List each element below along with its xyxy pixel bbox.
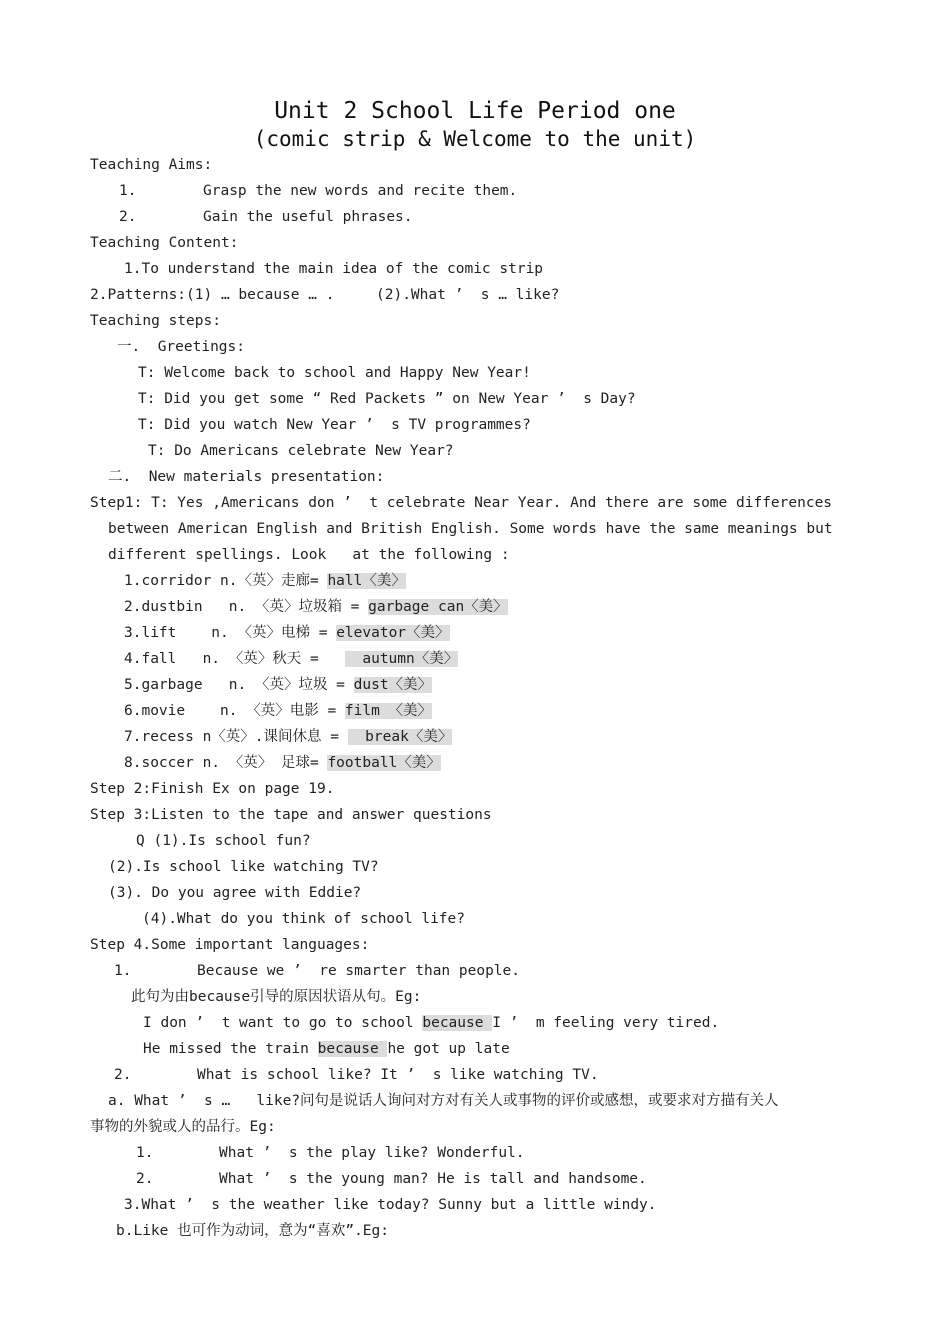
vocab-item [124, 571, 406, 591]
vocab-american-highlight: hall〈美〉 [327, 573, 406, 589]
step3-heading: Step 3:Listen to the tape and answer questions [90, 807, 492, 823]
note-b-line: b.Like 也可作为动词，意为“喜欢”.Eg: [116, 1223, 389, 1239]
greeting-line-4: T: Do Americans celebrate New Year? [148, 443, 454, 459]
vocab-british: 2.dustbin n. 〈英〉垃圾箱 = [124, 599, 369, 615]
step1-line-3: different spellings. Look at the following : [108, 547, 510, 563]
content-item-1: 1.To understand the main idea of the comic strip [124, 261, 544, 277]
content-patterns-2: (2).What ’ s … like? [376, 287, 560, 303]
step4-point-1-text: Because we ’ re smarter than people. [197, 963, 521, 979]
eg-2-number: 2. [136, 1171, 154, 1187]
aims-heading: Teaching Aims: [90, 157, 213, 173]
vocab-american-highlight: film 〈美〉 [344, 703, 433, 719]
steps-heading: Teaching steps: [90, 313, 221, 329]
vocab-british: 6.movie n. 〈英〉电影 = [124, 703, 345, 719]
greetings-heading: 一. Greetings: [117, 339, 245, 355]
content-heading: Teaching Content: [90, 235, 239, 251]
aim-1-number: 1. [119, 183, 137, 199]
vocab-american-highlight: dust〈美〉 [353, 677, 433, 693]
vocab-item [124, 623, 450, 643]
example-text: I ’ m feeling very tired. [492, 1015, 720, 1031]
content-patterns-1: 2.Patterns:(1) … because … . [90, 287, 335, 303]
example-text: I don ’ t want to go to school [143, 1015, 423, 1031]
eg-1-text: What ’ s the play like? Wonderful. [219, 1145, 525, 1161]
step4-heading: Step 4.Some important languages: [90, 937, 370, 953]
step4-point-2-text: What is school like? It ’ s like watching TV. [197, 1067, 599, 1083]
example-sentence [143, 1013, 719, 1033]
step4-point-1-note: 此句为由because引导的原因状语从句。Eg: [131, 989, 422, 1005]
greeting-line-2: T: Did you get some “ Red Packets ” on New Year ’ s Day? [138, 391, 636, 407]
step3-question-3: (3). Do you agree with Eddie? [108, 885, 362, 901]
eg-1-number: 1. [136, 1145, 154, 1161]
step2-line: Step 2:Finish Ex on page 19. [90, 781, 335, 797]
step4-point-2-number: 2. [114, 1067, 132, 1083]
because-highlight: because [422, 1015, 493, 1031]
step1-line-2: between American English and British English. Some words have the same meanings but [108, 521, 833, 537]
step3-question-2: (2).Is school like watching TV? [108, 859, 379, 875]
greeting-line-1: T: Welcome back to school and Happy New Year! [138, 365, 531, 381]
vocab-american-highlight: elevator〈美〉 [336, 625, 450, 641]
step3-question-4: (4).What do you think of school life? [142, 911, 466, 927]
greeting-line-3: T: Did you watch New Year ’ s TV programmes? [138, 417, 531, 433]
note-a-line-2: 事物的外貌或人的品行。Eg: [90, 1119, 276, 1135]
vocab-american-highlight: autumn〈美〉 [344, 651, 459, 667]
aim-2-text: Gain the useful phrases. [203, 209, 413, 225]
step4-point-1-number: 1. [114, 963, 132, 979]
vocab-item [124, 675, 432, 695]
vocab-item [124, 753, 441, 773]
vocab-british: 7.recess n〈英〉.课间休息 = [124, 729, 348, 745]
step1-line-1: Step1: T: Yes ,Americans don ’ t celebrate Near Year. And there are some differences [90, 495, 833, 511]
example-text: he got up late [387, 1041, 510, 1057]
page-title: Unit 2 School Life Period one [274, 98, 676, 124]
vocab-british: 1.corridor n.〈英〉走廊= [124, 573, 328, 589]
example-sentence [143, 1039, 510, 1059]
eg-2-text: What ’ s the young man? He is tall and handsome. [219, 1171, 647, 1187]
vocab-item [124, 701, 432, 721]
vocab-item [124, 727, 452, 747]
eg-3-text: 3.What ’ s the weather like today? Sunny but a little windy. [124, 1197, 657, 1213]
example-text: He missed the train [143, 1041, 318, 1057]
because-highlight: because [317, 1041, 388, 1057]
aim-1-text: Grasp the new words and recite them. [203, 183, 518, 199]
note-a-line-1: a. What ’ s … like?问句是说话人询问对方对有关人或事物的评价或感想，或要求对方描有关人 [108, 1093, 779, 1109]
aim-2-number: 2. [119, 209, 137, 225]
vocab-item [124, 597, 508, 617]
vocab-british: 8.soccer n. 〈英〉 足球= [124, 755, 328, 771]
vocab-american-highlight: break〈美〉 [347, 729, 453, 745]
presentation-heading: 二. New materials presentation: [108, 469, 385, 485]
vocab-american-highlight: garbage can〈美〉 [368, 599, 508, 615]
step3-question-1: Q (1).Is school fun? [136, 833, 311, 849]
page-subtitle: (comic strip & Welcome to the unit) [253, 127, 697, 151]
vocab-american-highlight: football〈美〉 [327, 755, 441, 771]
vocab-british: 3.lift n. 〈英〉电梯 = [124, 625, 337, 641]
vocab-british: 5.garbage n. 〈英〉垃圾 = [124, 677, 354, 693]
vocab-british: 4.fall n. 〈英〉秋天 = [124, 651, 345, 667]
vocab-item [124, 649, 458, 669]
